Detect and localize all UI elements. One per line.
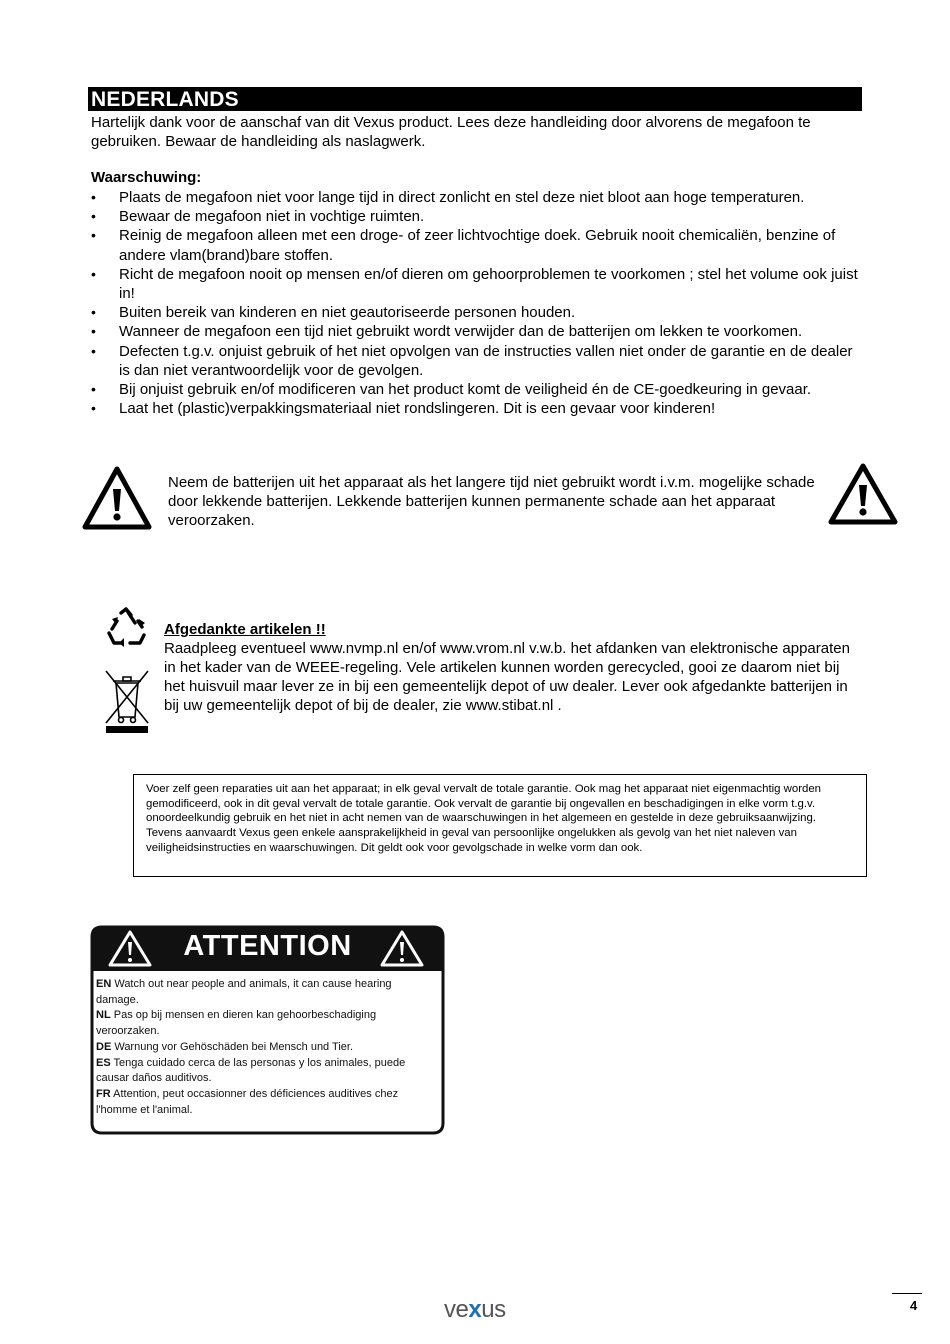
battery-notice: Neem de batterijen uit het apparaat als het langere tijd niet gebruikt wordt i.v.m. mogelijke schade door lekkende batterijen. Lekkende batterijen kunnen permanente schade aan het apparaat veroorzaken.: [168, 474, 815, 529]
warning-title: Waarschuwing:: [91, 169, 202, 186]
list-item: • Wanneer de megafoon een tijd niet gebruikt wordt verwijder dan de batterijen om lekken te voorkomen.: [91, 322, 866, 341]
disposal-text: Raadpleeg eventueel www.nvmp.nl en/of www.vrom.nl v.w.b. het afdanken van elektronische apparaten in het kader van de WEEE-regeling. Vele artikelen kunnen worden gerecycled, gooi ze daarom niet bij het huisvuil maar lever ze in bij een gemeentelijk depot of uw dealer. Lever ook afgedankte batterijen in bij uw gemeentelijk depot of bij de dealer, zie www.stibat.nl .: [164, 640, 850, 714]
guarantee-notice-text: Voer zelf geen reparaties uit aan het apparaat; in elk geval vervalt de totale garantie. Ook mag het apparaat niet eigenmachtig worden gemodificeerd, ook in dit geval vervalt de totale garantie. Ook vervalt de garantie bij ongevallen en beschadigingen in elke vorm t.g.v. onoordeelkundig gebruik en het niet in acht nemen van de waarschuwingen in het algemeen en gestelde in deze gebruiksaanwijzing. Tevens aanvaardt Vexus geen enkele aansprakelijkheid in geval van persoonlijke ongelukken als gevolg van het niet naleven van veiligheidsinstructies en waarschuwingen. Dit geldt ook voor gevolgschade in welke vorm dan ook.: [146, 783, 822, 854]
list-item: • Bewaar de megafoon niet in vochtige ruimten.: [91, 207, 866, 226]
attention-line: [96, 1008, 436, 1039]
language-code: FR: [96, 1087, 111, 1100]
language-code: EN: [96, 978, 112, 990]
attention-line-text: Watch out near people and animals, it can cause hearing damage.: [96, 978, 392, 1006]
language-code: ES: [96, 1056, 111, 1069]
vexus-logo: [444, 1296, 506, 1324]
logo-text: x: [468, 1296, 482, 1323]
attention-title: ATTENTION: [183, 930, 352, 962]
guarantee-notice-box: [133, 774, 867, 877]
attention-lines: [96, 977, 436, 1118]
attention-sign: [90, 925, 445, 1135]
attention-line-text: Tenga cuidado cerca de las personas y los animales, puede causar daños auditivos.: [96, 1056, 406, 1085]
warning-list: [91, 188, 866, 418]
attention-line: [96, 1087, 436, 1118]
page-number-rule: [892, 1293, 922, 1294]
list-item: • Laat het (plastic)verpakkingsmateriaal niet rondslingeren. Dit is een gevaar voor kinderen!: [91, 399, 866, 418]
attention-line: [96, 977, 436, 1008]
section-title: NEDERLANDS: [91, 88, 239, 111]
attention-line-text: Attention, peut occasionner des déficiences auditives chez l'homme et l'animal.: [96, 1087, 399, 1116]
intro-text: Hartelijk dank voor de aanschaf van dit Vexus product. Lees deze handleiding door alvorens de megafoon te gebruiken. Bewaar de handleiding als naslagwerk.: [91, 114, 811, 150]
logo-text: us: [481, 1296, 506, 1323]
list-item: • Richt de megafoon nooit op mensen en/of dieren om gehoorproblemen te voorkomen ; stel het volume ook juist in!: [91, 265, 866, 303]
attention-line: [96, 1040, 436, 1056]
recycle-icon: [104, 607, 148, 647]
page-number: 4: [910, 1298, 918, 1313]
attention-line-text: Warnung vor Gehöschäden bei Mensch und Tier.: [114, 1040, 354, 1053]
list-item: • Buiten bereik van kinderen en niet geautoriseerde personen houden.: [91, 303, 866, 322]
logo-text: ve: [444, 1296, 469, 1323]
list-item: • Plaats de megafoon niet voor lange tijd in direct zonlicht en stel deze niet bloot aan hoge temperaturen.: [91, 188, 866, 207]
warning-triangle-icon: [828, 462, 898, 526]
section-header: [88, 87, 862, 111]
attention-line-text: Pas op bij mensen en dieren kan gehoorbeschadiging veroorzaken.: [96, 1009, 377, 1038]
list-item: • Reinig de megafoon alleen met een droge- of zeer lichtvochtige doek. Gebruik nooit chemicaliën, benzine of andere vlam(brand)bare stoffen.: [91, 226, 866, 264]
warning-triangle-icon: [82, 465, 152, 531]
language-code: DE: [96, 1040, 112, 1053]
list-item: • Defecten t.g.v. onjuist gebruik of het niet opvolgen van de instructies vallen niet onder de garantie en de dealer is dan niet verantwoordelijk voor de gevolgen.: [91, 342, 866, 380]
attention-line: [96, 1056, 436, 1087]
list-item: • Bij onjuist gebruik en/of modificeren van het product komt de veiligheid én de CE-goedkeuring in gevaar.: [91, 380, 866, 399]
disposal-title: Afgedankte artikelen !!: [164, 621, 326, 638]
weee-bin-icon: [104, 667, 150, 735]
language-code: NL: [96, 1009, 111, 1022]
